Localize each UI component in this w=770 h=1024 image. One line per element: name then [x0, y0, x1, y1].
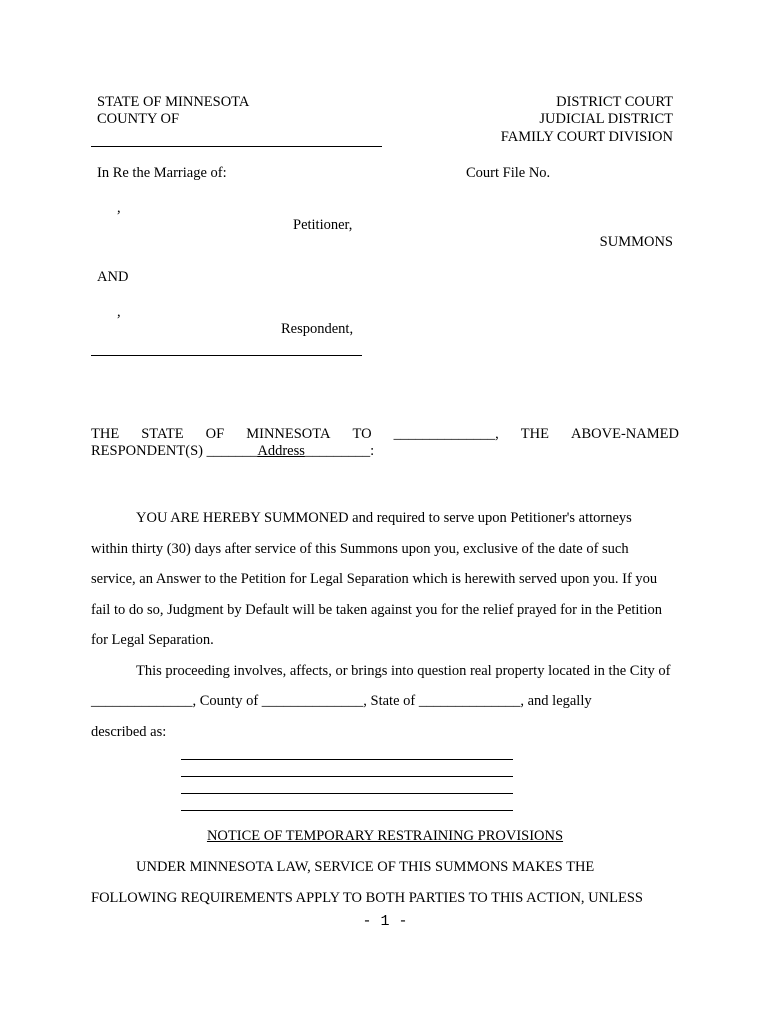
county-rule: [91, 146, 382, 147]
description-line: [181, 810, 513, 811]
body-line: within thirty (30) days after service of this Summons upon you, exclusive of the date of such: [91, 540, 629, 557]
body-line: for Legal Separation.: [91, 632, 214, 648]
notice-line: UNDER MINNESOTA LAW, SERVICE OF THIS SUMMONS MAKES THE: [136, 859, 595, 875]
body-line: fail to do so, Judgment by Default will be taken against you for the relief prayed for in the Petition: [91, 601, 662, 618]
body-line: described as:: [91, 723, 167, 740]
division-label: FAMILY COURT DIVISION: [500, 129, 673, 145]
description-line: [181, 759, 513, 760]
body-line: YOU ARE HEREBY SUMMONED and required to serve upon Petitioner's attorneys: [136, 510, 632, 526]
address-word: THE: [91, 426, 120, 442]
court-label: DISTRICT COURT: [556, 94, 673, 110]
respondent-name-blank: ______________,: [393, 426, 499, 442]
summons-paragraph: [91, 503, 679, 747]
address-word: THE: [520, 426, 549, 442]
county-label: COUNTY OF: [97, 111, 180, 127]
page-number: - 1 -: [362, 913, 408, 930]
address-suffix: _________:: [304, 443, 375, 459]
state-label: STATE OF MINNESOTA: [97, 94, 250, 110]
address-field: Address: [257, 443, 305, 459]
description-line: [181, 776, 513, 777]
petitioner-label: Petitioner,: [293, 217, 353, 233]
court-file-label: Court File No.: [466, 165, 551, 181]
body-line: This proceeding involves, affects, or brings into question real property located in the City of: [136, 662, 671, 679]
notice-line: FOLLOWING REQUIREMENTS APPLY TO BOTH PARTIES TO THIS ACTION, UNLESS: [91, 890, 643, 906]
body-line: ______________, County of ______________, State of ______________, and legally: [91, 693, 592, 709]
document-title: SUMMONS: [599, 234, 673, 250]
in-re-label: In Re the Marriage of:: [97, 165, 227, 181]
address-line-2: [91, 443, 374, 460]
address-word: TO: [352, 426, 372, 442]
and-label: AND: [97, 269, 129, 285]
description-line: [181, 793, 513, 794]
caption-bottom-rule: [91, 355, 362, 356]
respondent-name-comma: ,: [117, 304, 121, 320]
respondent-label: Respondent,: [281, 321, 354, 337]
address-word: STATE: [141, 426, 184, 442]
address-word: OF: [205, 426, 225, 442]
notice-heading: NOTICE OF TEMPORARY RESTRAINING PROVISIONS: [206, 828, 564, 844]
address-word: ABOVE-NAMED: [571, 426, 679, 442]
petitioner-name-comma: ,: [117, 200, 121, 216]
body-line: service, an Answer to the Petition for Legal Separation which is herewith served upon you. If you: [91, 571, 658, 587]
address-line-1: [91, 426, 679, 443]
district-label: JUDICIAL DISTRICT: [539, 111, 673, 127]
address-word: MINNESOTA: [246, 426, 331, 442]
respondents-label: RESPONDENT(S) _______: [91, 443, 258, 459]
